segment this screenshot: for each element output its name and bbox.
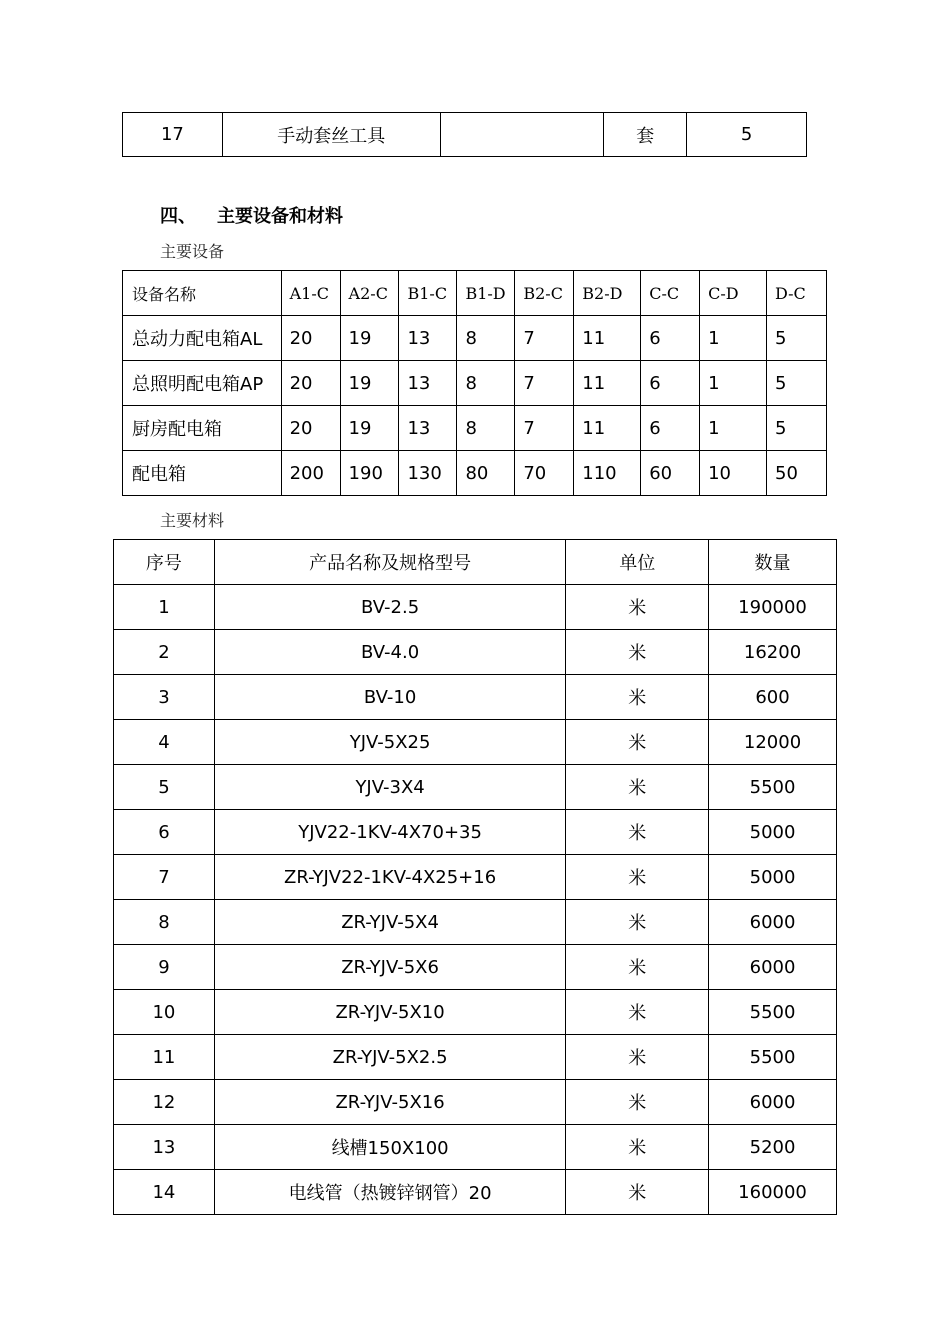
- equipment-name: 配电箱: [123, 451, 282, 496]
- equipment-qty: 50: [767, 451, 827, 496]
- material-qty: 6000: [709, 900, 837, 945]
- material-unit: 米: [566, 810, 709, 855]
- material-unit: 米: [566, 630, 709, 675]
- material-qty: 160000: [709, 1170, 837, 1215]
- header-unit: 单位: [566, 540, 709, 585]
- material-no: 5: [114, 765, 215, 810]
- header-zone: C-D: [700, 271, 767, 316]
- equipment-qty: 13: [399, 406, 457, 451]
- material-name: ZR-YJV-5X2.5: [214, 1035, 565, 1080]
- equipment-qty: 200: [281, 451, 340, 496]
- equipment-qty: 5: [767, 361, 827, 406]
- table-row: [123, 451, 827, 496]
- material-qty: 600: [709, 675, 837, 720]
- table-row: [114, 900, 837, 945]
- material-no: 4: [114, 720, 215, 765]
- equipment-qty: 8: [457, 406, 515, 451]
- equipment-qty: 7: [515, 316, 574, 361]
- equipment-qty: 20: [281, 316, 340, 361]
- equipment-table: [122, 270, 827, 496]
- material-unit: 米: [566, 855, 709, 900]
- material-no: 14: [114, 1170, 215, 1215]
- table-row: [123, 316, 827, 361]
- equipment-name: 总动力配电箱AL: [123, 316, 282, 361]
- material-name: ZR-YJV-5X10: [214, 990, 565, 1035]
- equipment-qty: 8: [457, 361, 515, 406]
- equipment-qty: 6: [641, 316, 700, 361]
- equipment-qty: 60: [641, 451, 700, 496]
- material-no: 10: [114, 990, 215, 1035]
- table-row: [114, 1170, 837, 1215]
- material-unit: 米: [566, 945, 709, 990]
- material-unit: 米: [566, 990, 709, 1035]
- material-name: BV-4.0: [214, 630, 565, 675]
- material-name: BV-10: [214, 675, 565, 720]
- material-name: 电线管（热镀锌钢管）20: [214, 1170, 565, 1215]
- equipment-qty: 6: [641, 361, 700, 406]
- material-no: 1: [114, 585, 215, 630]
- tool-qty: 5: [687, 113, 807, 157]
- material-name: 线槽150X100: [214, 1125, 565, 1170]
- tool-table: [122, 112, 807, 157]
- material-no: 6: [114, 810, 215, 855]
- equipment-qty: 19: [340, 361, 399, 406]
- table-row: [123, 113, 807, 157]
- equipment-qty: 19: [340, 406, 399, 451]
- equipment-qty: 1: [700, 316, 767, 361]
- equipment-qty: 110: [574, 451, 641, 496]
- equipment-qty: 13: [399, 316, 457, 361]
- material-no: 12: [114, 1080, 215, 1125]
- equipment-qty: 7: [515, 406, 574, 451]
- material-unit: 米: [566, 720, 709, 765]
- material-name: ZR-YJV22-1KV-4X25+16: [214, 855, 565, 900]
- material-no: 9: [114, 945, 215, 990]
- material-no: 13: [114, 1125, 215, 1170]
- material-qty: 5000: [709, 855, 837, 900]
- header-qty: 数量: [709, 540, 837, 585]
- table-row: [114, 1080, 837, 1125]
- equipment-qty: 70: [515, 451, 574, 496]
- table-header-row: [114, 540, 837, 585]
- section-title: 主要设备和材料: [217, 206, 343, 227]
- equipment-qty: 1: [700, 361, 767, 406]
- table-row: [114, 855, 837, 900]
- material-qty: 5500: [709, 990, 837, 1035]
- material-unit: 米: [566, 585, 709, 630]
- equipment-qty: 13: [399, 361, 457, 406]
- material-unit: 米: [566, 1170, 709, 1215]
- table-row: [114, 675, 837, 720]
- material-qty: 190000: [709, 585, 837, 630]
- section-number: 四、: [160, 206, 196, 227]
- equipment-qty: 1: [700, 406, 767, 451]
- tool-no: 17: [123, 113, 223, 157]
- material-qty: 16200: [709, 630, 837, 675]
- equipment-qty: 20: [281, 406, 340, 451]
- material-no: 3: [114, 675, 215, 720]
- table-row: [114, 945, 837, 990]
- header-equipment-name: 设备名称: [123, 271, 282, 316]
- table-row: [123, 406, 827, 451]
- tool-unit: 套: [604, 113, 687, 157]
- material-name: YJV-5X25: [214, 720, 565, 765]
- equipment-qty: 19: [340, 316, 399, 361]
- material-unit: 米: [566, 1125, 709, 1170]
- material-qty: 5200: [709, 1125, 837, 1170]
- material-qty: 5500: [709, 1035, 837, 1080]
- tool-name: 手动套丝工具: [222, 113, 440, 157]
- material-qty: 5500: [709, 765, 837, 810]
- equipment-qty: 10: [700, 451, 767, 496]
- material-no: 7: [114, 855, 215, 900]
- table-row: [114, 765, 837, 810]
- equipment-qty: 11: [574, 361, 641, 406]
- equipment-qty: 11: [574, 316, 641, 361]
- equipment-qty: 130: [399, 451, 457, 496]
- material-qty: 6000: [709, 945, 837, 990]
- table-row: [114, 1125, 837, 1170]
- header-zone: A2-C: [340, 271, 399, 316]
- equipment-qty: 8: [457, 316, 515, 361]
- equipment-qty: 20: [281, 361, 340, 406]
- material-name: ZR-YJV-5X4: [214, 900, 565, 945]
- material-qty: 6000: [709, 1080, 837, 1125]
- material-no: 2: [114, 630, 215, 675]
- material-name: ZR-YJV-5X6: [214, 945, 565, 990]
- table-header-row: [123, 271, 827, 316]
- header-zone: C-C: [641, 271, 700, 316]
- header-zone: B1-D: [457, 271, 515, 316]
- header-zone: B2-C: [515, 271, 574, 316]
- table-row: [114, 720, 837, 765]
- table-row: [123, 361, 827, 406]
- material-name: YJV22-1KV-4X70+35: [214, 810, 565, 855]
- header-zone: B1-C: [399, 271, 457, 316]
- tool-spec: [440, 113, 604, 157]
- equipment-name: 厨房配电箱: [123, 406, 282, 451]
- header-no: 序号: [114, 540, 215, 585]
- equipment-qty: 80: [457, 451, 515, 496]
- material-name: YJV-3X4: [214, 765, 565, 810]
- header-zone: B2-D: [574, 271, 641, 316]
- section-heading: [160, 202, 343, 228]
- material-unit: 米: [566, 900, 709, 945]
- materials-table: [113, 539, 837, 1215]
- table-row: [114, 630, 837, 675]
- table-row: [114, 990, 837, 1035]
- equipment-qty: 6: [641, 406, 700, 451]
- equipment-qty: 5: [767, 316, 827, 361]
- header-zone: D-C: [767, 271, 827, 316]
- materials-label: 主要材料: [160, 511, 225, 530]
- material-unit: 米: [566, 765, 709, 810]
- material-qty: 5000: [709, 810, 837, 855]
- table-row: [114, 1035, 837, 1080]
- material-qty: 12000: [709, 720, 837, 765]
- material-name: ZR-YJV-5X16: [214, 1080, 565, 1125]
- equipment-label: 主要设备: [160, 242, 225, 261]
- material-name: BV-2.5: [214, 585, 565, 630]
- table-row: [114, 810, 837, 855]
- material-no: 11: [114, 1035, 215, 1080]
- material-no: 8: [114, 900, 215, 945]
- equipment-qty: 190: [340, 451, 399, 496]
- material-unit: 米: [566, 675, 709, 720]
- equipment-qty: 7: [515, 361, 574, 406]
- equipment-qty: 5: [767, 406, 827, 451]
- header-product: 产品名称及规格型号: [214, 540, 565, 585]
- header-zone: A1-C: [281, 271, 340, 316]
- equipment-name: 总照明配电箱AP: [123, 361, 282, 406]
- material-unit: 米: [566, 1035, 709, 1080]
- material-unit: 米: [566, 1080, 709, 1125]
- table-row: [114, 585, 837, 630]
- equipment-qty: 11: [574, 406, 641, 451]
